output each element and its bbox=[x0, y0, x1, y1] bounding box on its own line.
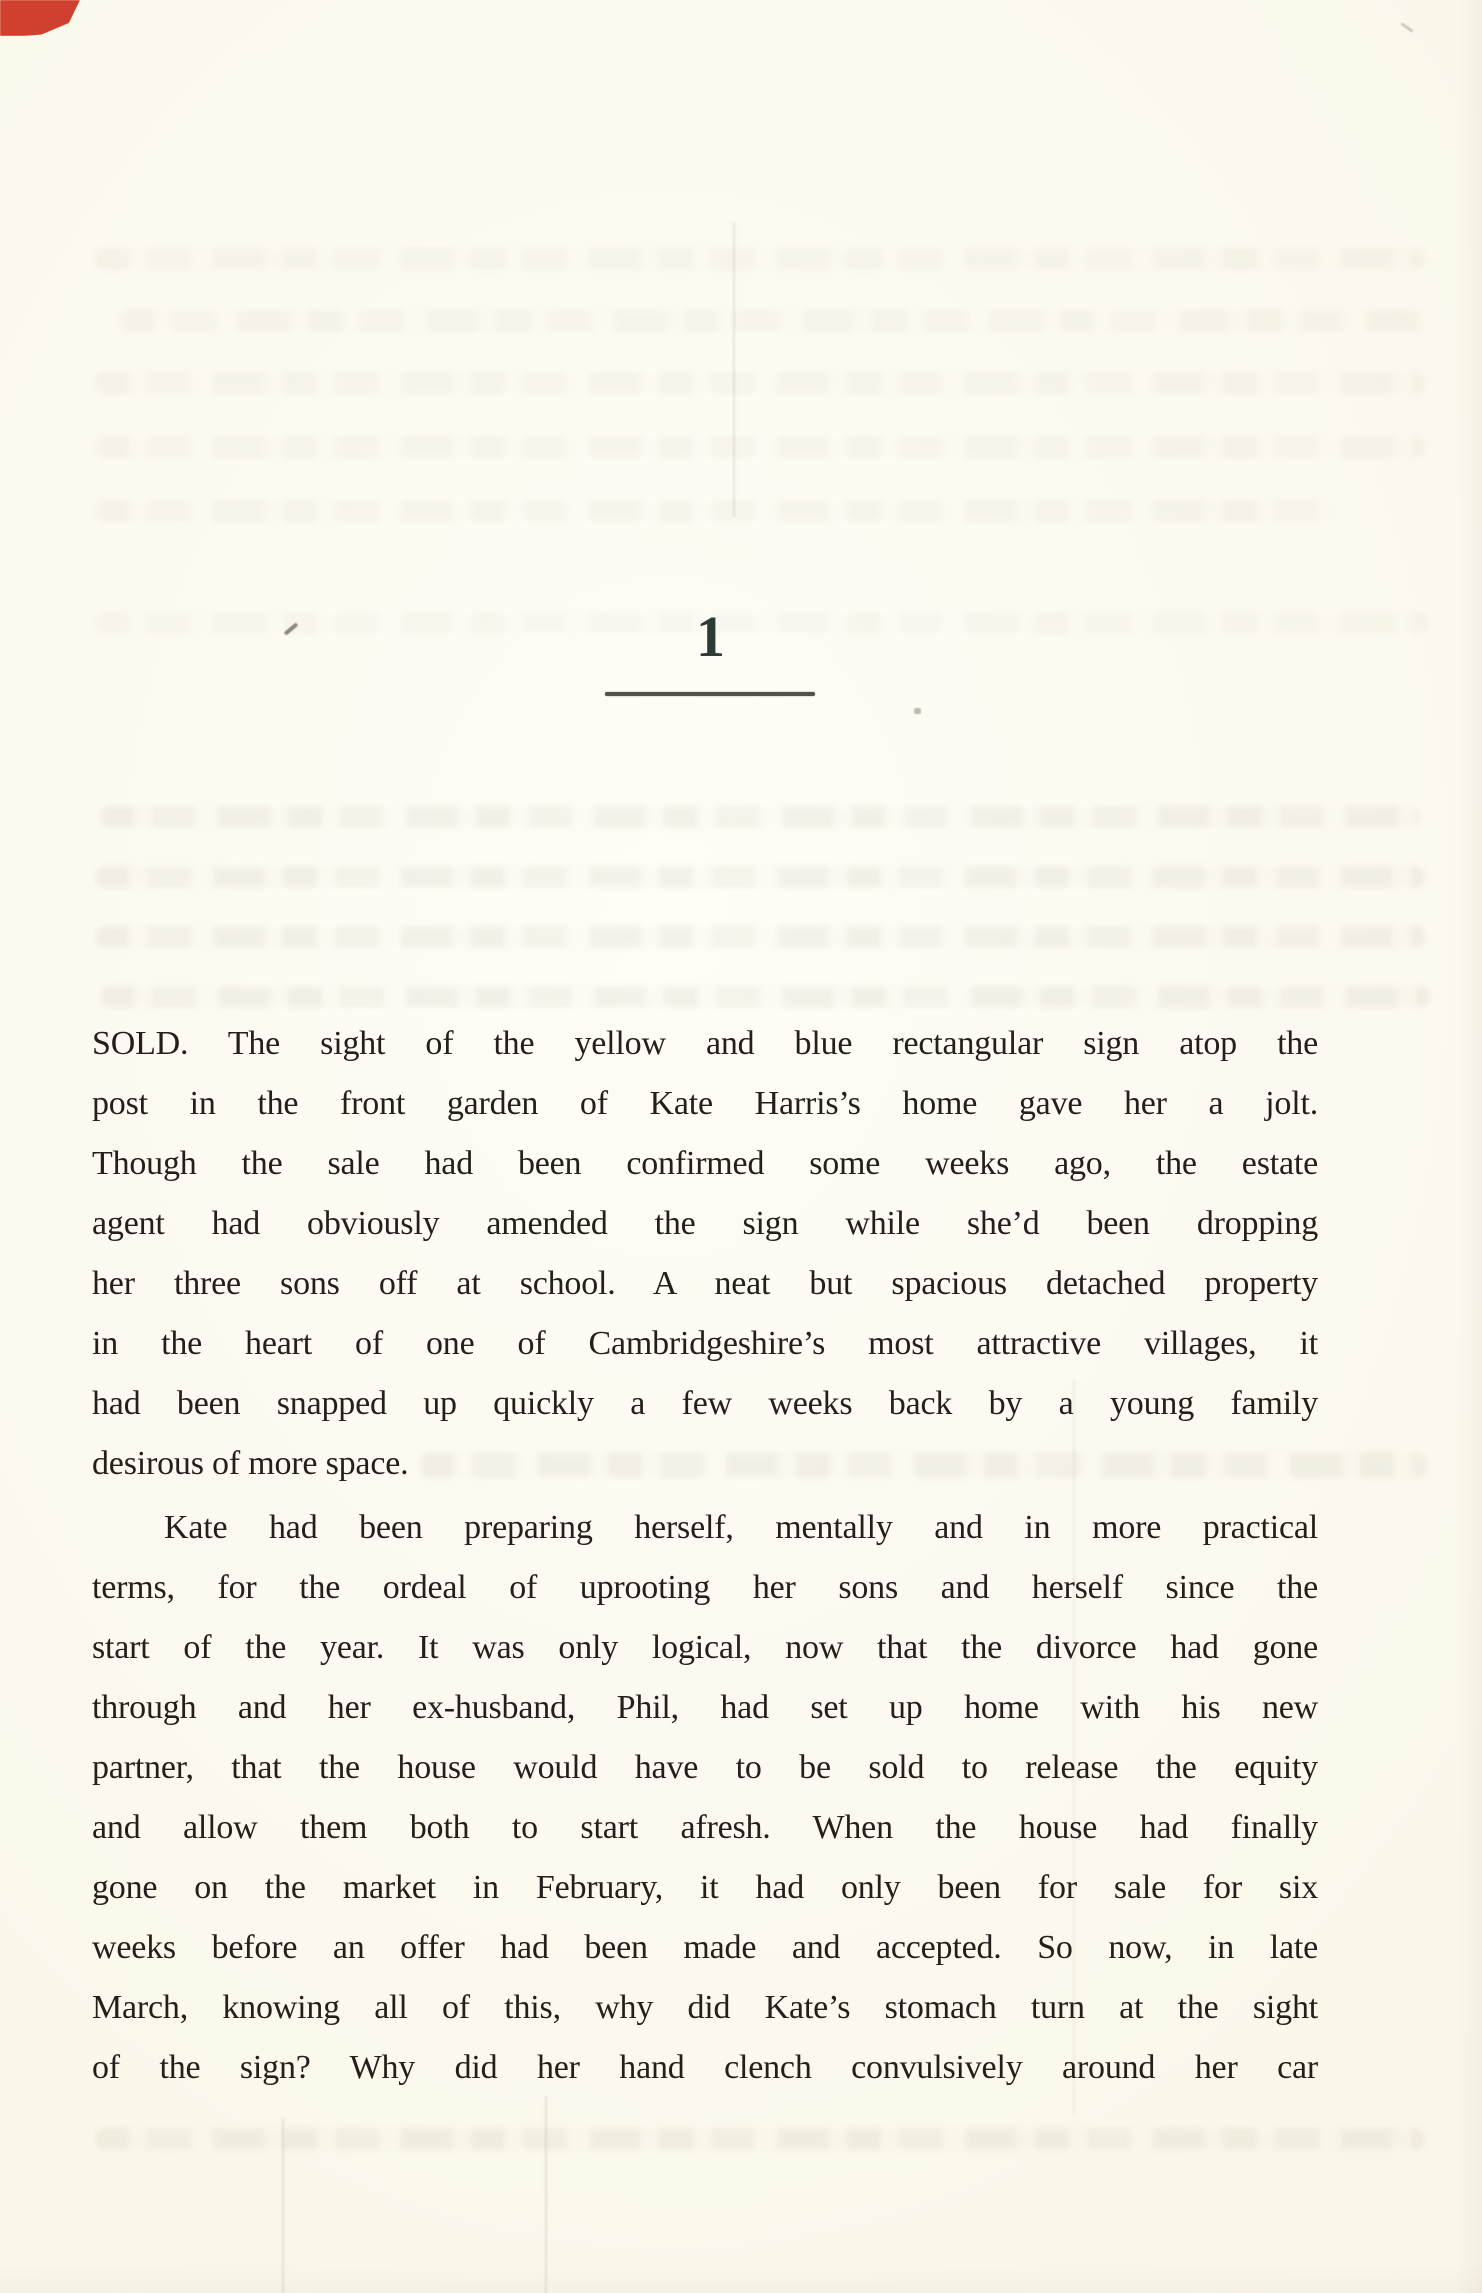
text-line: gone on the market in February, it had only been for sale for six bbox=[92, 1869, 1318, 1906]
bleed-through-ghost bbox=[120, 310, 1425, 332]
text-line: Kate had been preparing herself, mentally and in more practical bbox=[164, 1509, 1318, 1546]
text-line: partner, that the house would have to be sold to release the equity bbox=[92, 1749, 1318, 1786]
text-line: post in the front garden of Kate Harris’s home gave her a jolt. bbox=[92, 1085, 1318, 1122]
chapter-number: 1 bbox=[696, 604, 726, 669]
text-line: SOLD. The sight of the yellow and blue rectangular sign atop the bbox=[92, 1025, 1318, 1062]
bleed-through-ghost bbox=[95, 2128, 1425, 2150]
bleed-through-ghost bbox=[95, 500, 1335, 522]
crease-line bbox=[545, 2096, 547, 2293]
red-corner-mark bbox=[0, 0, 80, 36]
text-line: her three sons off at school. A neat but spacious detached property bbox=[92, 1265, 1318, 1302]
text-line: terms, for the ordeal of uprooting her sons and herself since the bbox=[92, 1569, 1318, 1606]
paragraph bbox=[92, 1498, 1318, 2098]
bleed-through-ghost bbox=[95, 436, 1425, 458]
text-line: March, knowing all of this, why did Kate’s stomach turn at the sight bbox=[92, 1989, 1318, 2026]
body-text bbox=[92, 1014, 1318, 2098]
bleed-through-ghost bbox=[100, 806, 1420, 828]
text-line: Though the sale had been confirmed some weeks ago, the estate bbox=[92, 1145, 1318, 1182]
paragraph bbox=[92, 1014, 1318, 1494]
text-line: agent had obviously amended the sign while she’d been dropping bbox=[92, 1205, 1318, 1242]
crease-line bbox=[282, 2118, 284, 2293]
bleed-through-ghost bbox=[95, 866, 1425, 888]
ink-speck bbox=[914, 708, 921, 714]
bleed-through-ghost bbox=[95, 372, 1425, 394]
bleed-through-ghost bbox=[95, 248, 1425, 270]
bleed-through-ghost bbox=[100, 986, 1430, 1008]
text-line: had been snapped up quickly a few weeks back by a young family bbox=[92, 1385, 1318, 1422]
text-line: through and her ex-husband, Phil, had set up home with his new bbox=[92, 1689, 1318, 1726]
text-line: of the sign? Why did her hand clench convulsively around her car bbox=[92, 2049, 1318, 2086]
ink-speck bbox=[1400, 22, 1413, 32]
text-line: start of the year. It was only logical, now that the divorce had gone bbox=[92, 1629, 1318, 1666]
text-line: and allow them both to start afresh. When the house had finally bbox=[92, 1809, 1318, 1846]
chapter-divider-rule bbox=[605, 692, 815, 696]
bleed-through-ghost bbox=[95, 926, 1425, 948]
crease-line bbox=[733, 222, 735, 517]
text-line: weeks before an offer had been made and accepted. So now, in late bbox=[92, 1929, 1318, 1966]
text-line: desirous of more space. bbox=[92, 1445, 409, 1482]
text-line: in the heart of one of Cambridgeshire’s most attractive villages, it bbox=[92, 1325, 1318, 1362]
